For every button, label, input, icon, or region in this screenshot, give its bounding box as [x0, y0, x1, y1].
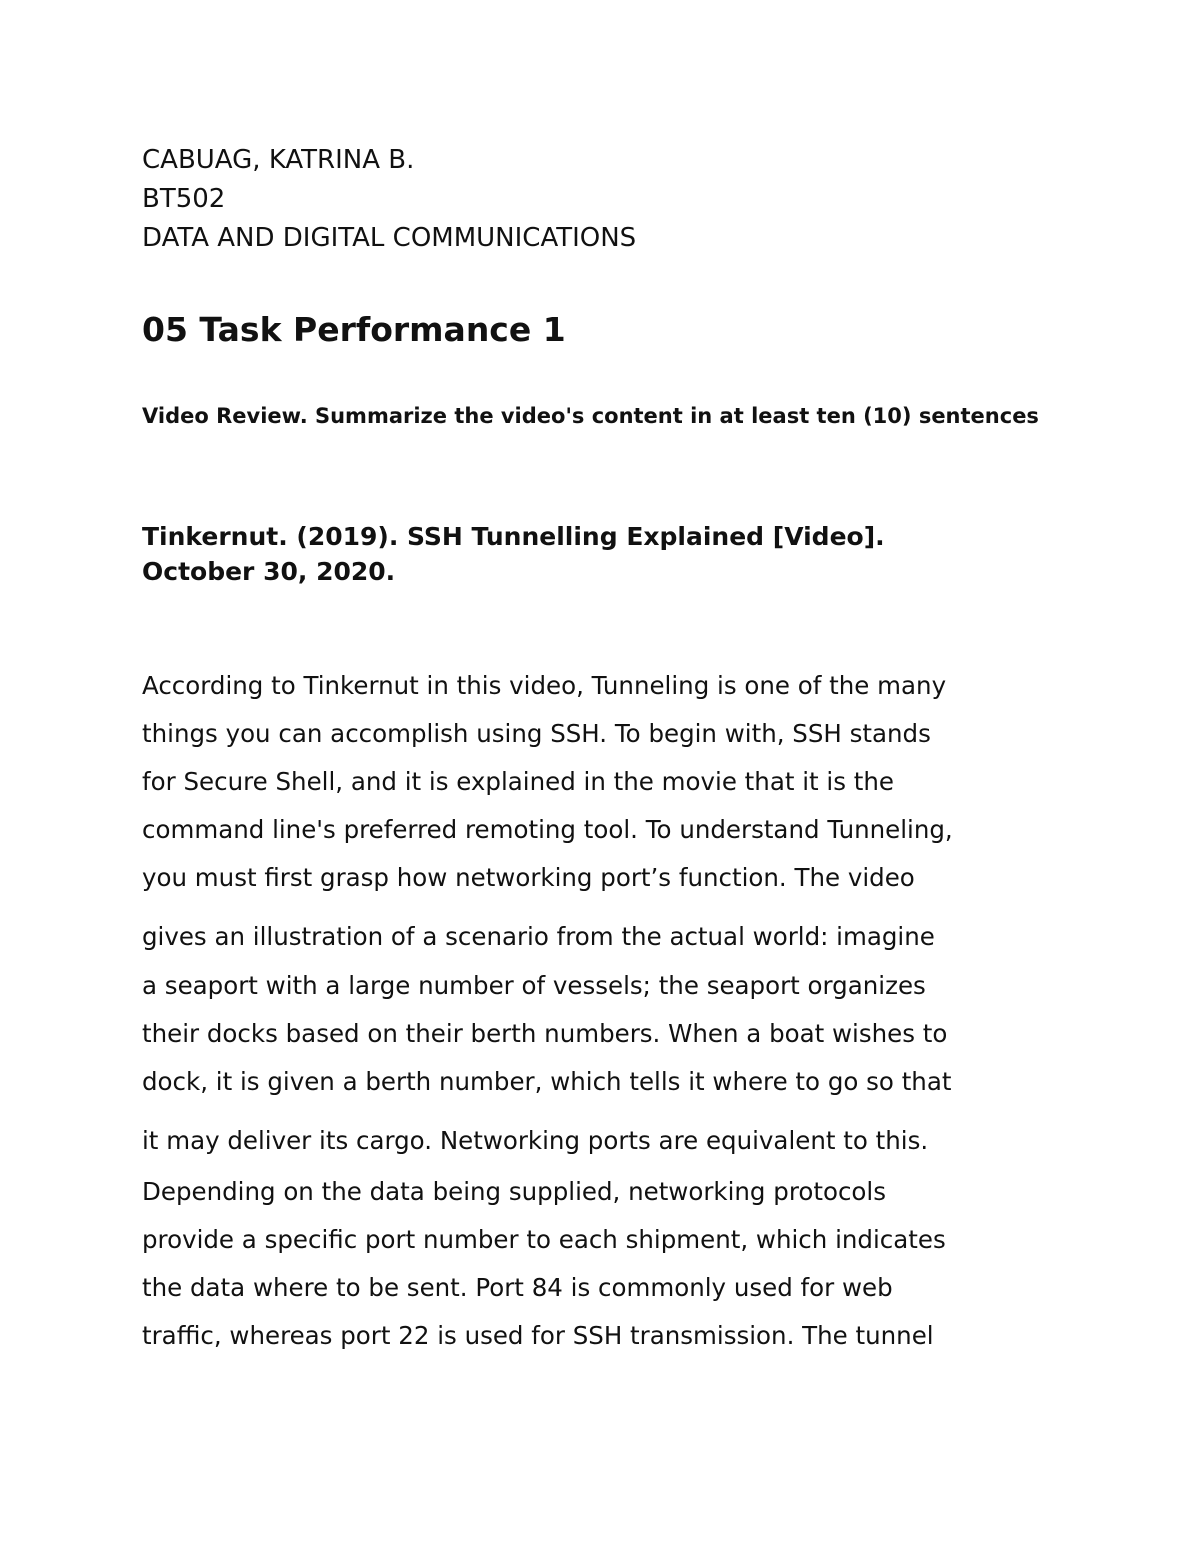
body-line: gives an illustration of a scenario from the actual world: imagine — [142, 922, 935, 951]
body-line: their docks based on their berth numbers. When a boat wishes to — [142, 1019, 948, 1048]
body-line: the data where to be sent. Port 84 is commonly used for web — [142, 1273, 893, 1302]
course-name: DATA AND DIGITAL COMMUNICATIONS — [142, 223, 637, 253]
reference-line-2: October 30, 2020. — [142, 557, 396, 586]
reference-line-1: Tinkernut. (2019). SSH Tunnelling Explained [Video]. — [142, 522, 885, 551]
document-title: 05 Task Performance 1 — [142, 310, 566, 349]
student-name: CABUAG, KATRINA B. — [142, 145, 415, 175]
body-line: command line's preferred remoting tool. To understand Tunneling, — [142, 815, 953, 844]
video-reference — [142, 519, 1062, 589]
body-line: for Secure Shell, and it is explained in the movie that it is the — [142, 767, 894, 796]
body-line: traffic, whereas port 22 is used for SSH transmission. The tunnel — [142, 1321, 934, 1350]
body-line: things you can accomplish using SSH. To begin with, SSH stands — [142, 719, 931, 748]
body-line: you must first grasp how networking port’s function. The video — [142, 863, 915, 892]
body-line: a seaport with a large number of vessels; the seaport organizes — [142, 971, 926, 1000]
section-code: BT502 — [142, 184, 226, 214]
instruction-text: Video Review. Summarize the video's content in at least ten (10) sentences — [142, 404, 1039, 428]
body-line: it may deliver its cargo. Networking ports are equivalent to this. — [142, 1126, 929, 1155]
body-line: provide a specific port number to each shipment, which indicates — [142, 1225, 946, 1254]
body-line: dock, it is given a berth number, which tells it where to go so that — [142, 1067, 952, 1096]
body-line: Depending on the data being supplied, networking protocols — [142, 1177, 886, 1206]
body-line: According to Tinkernut in this video, Tunneling is one of the many — [142, 671, 947, 700]
